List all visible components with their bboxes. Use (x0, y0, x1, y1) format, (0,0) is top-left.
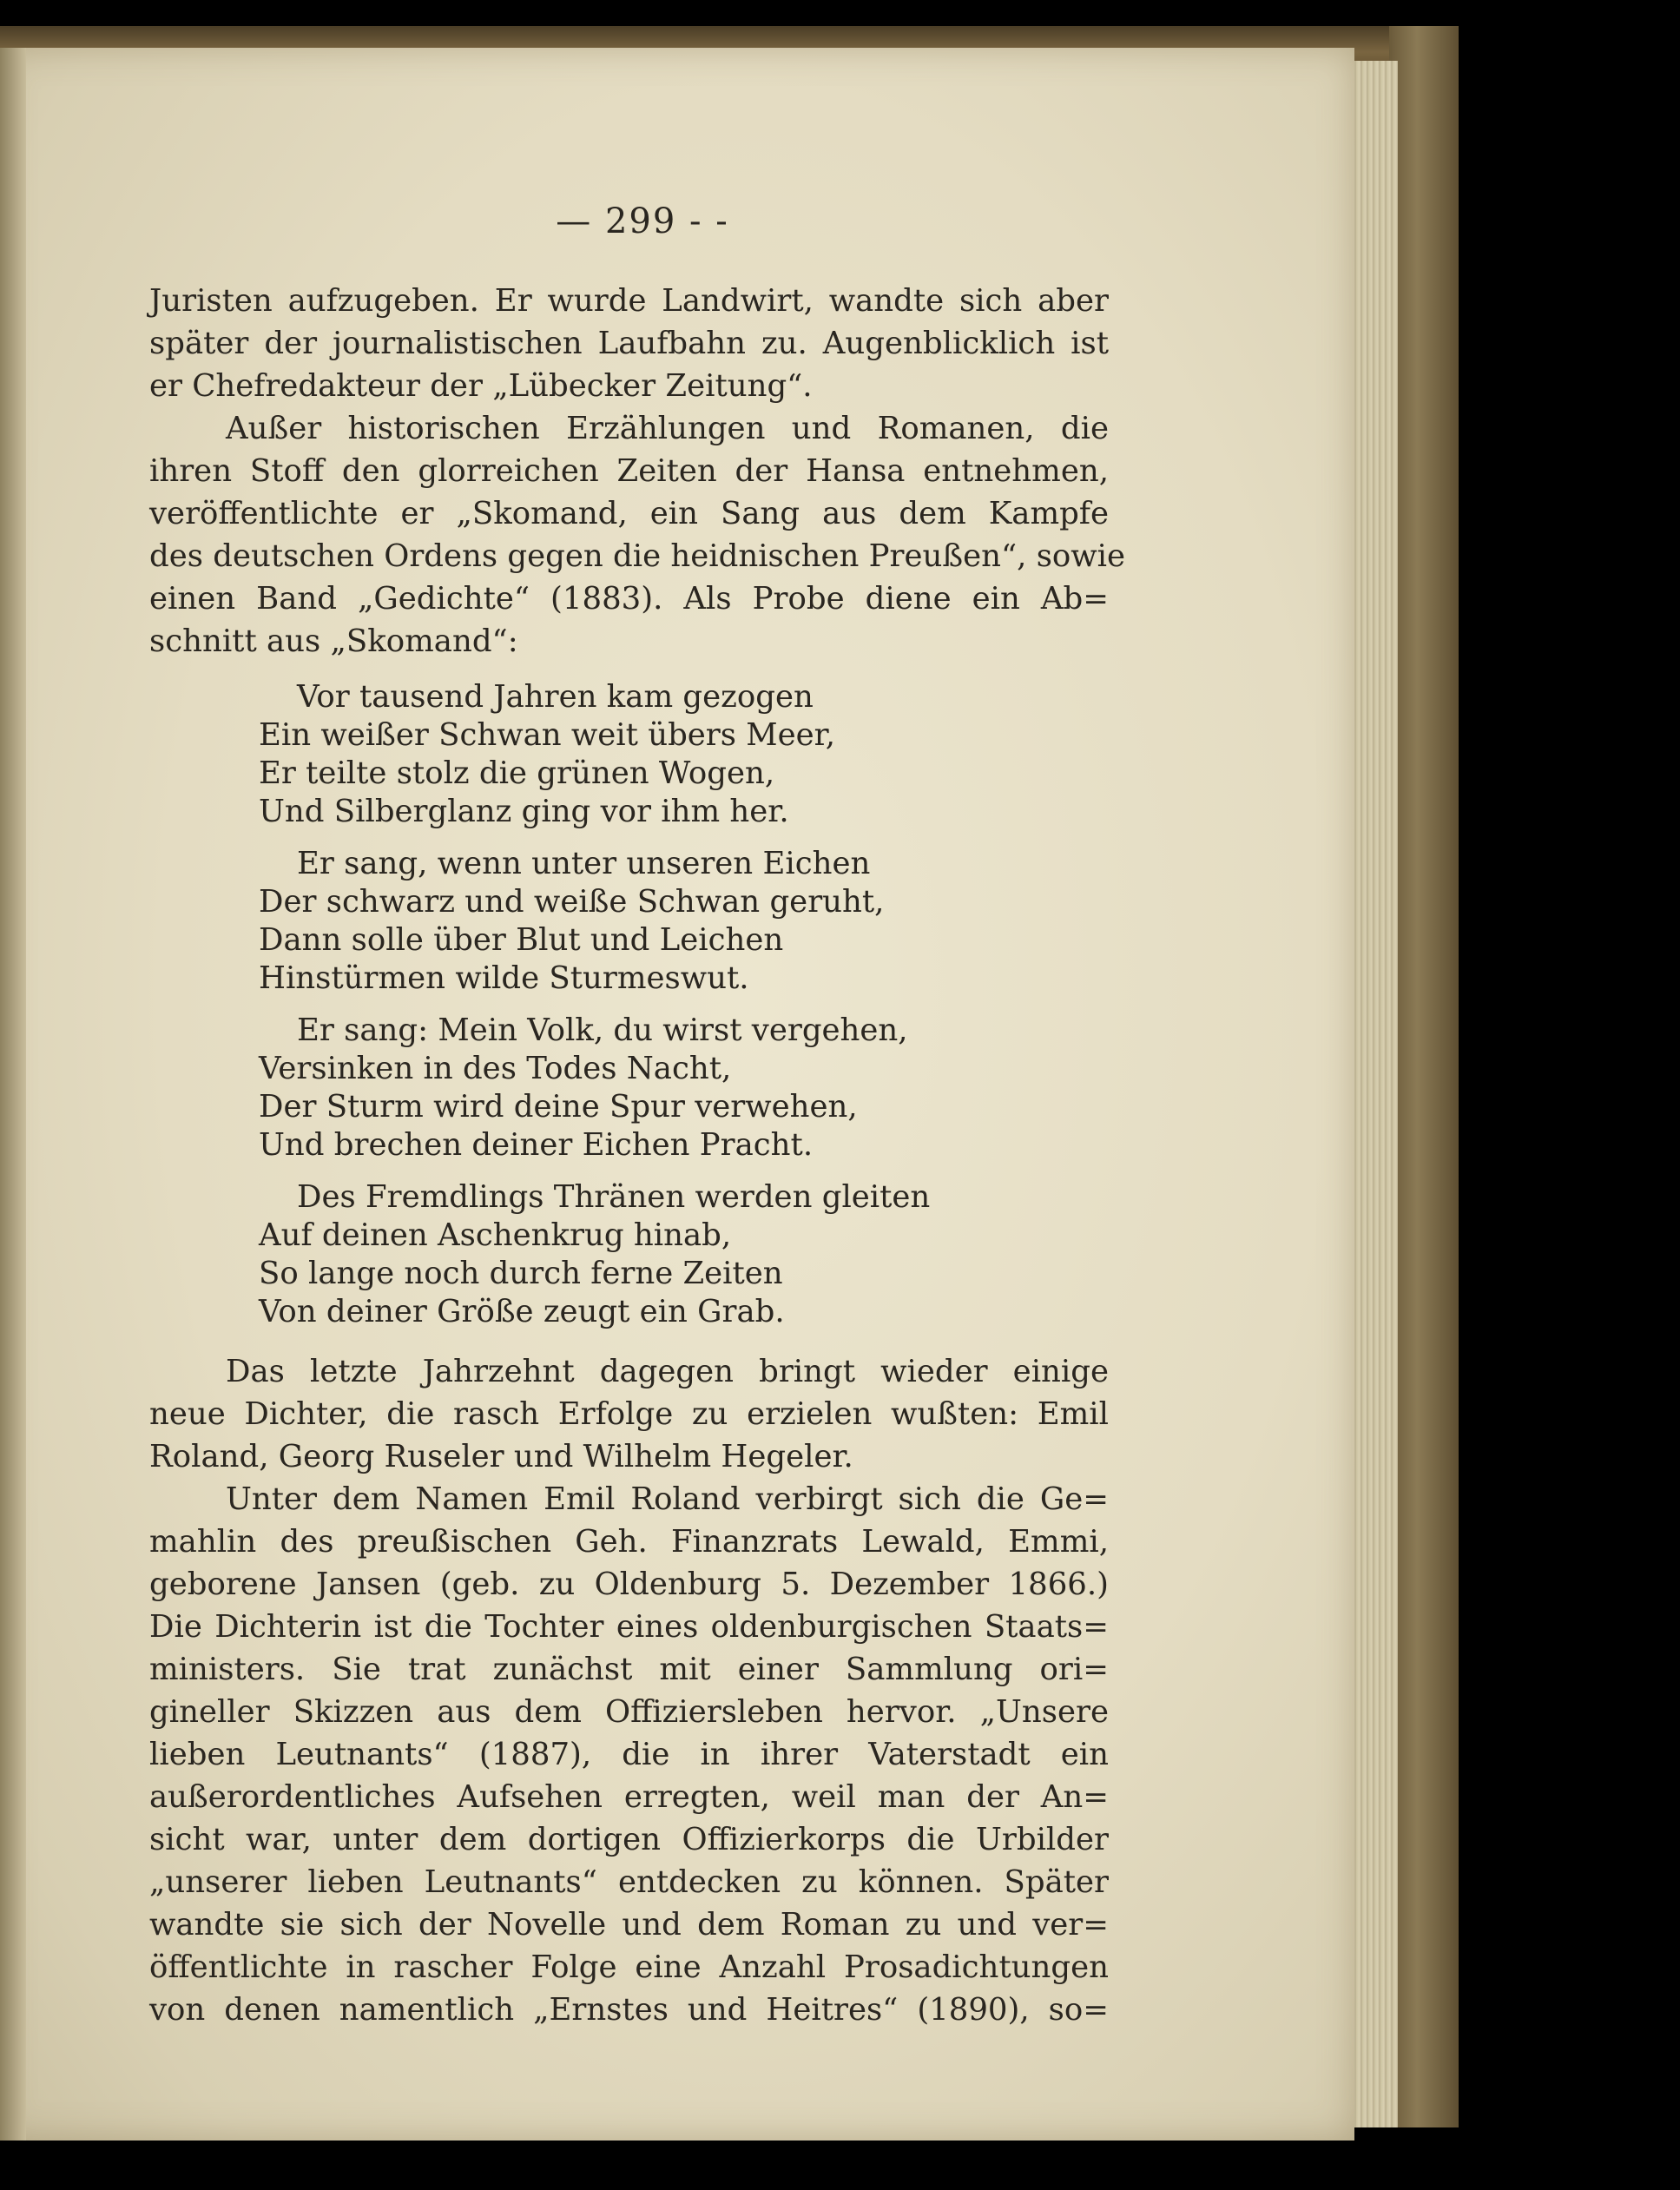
poem-line: Auf deinen Aschenkrug hinab, (259, 1217, 732, 1253)
page-number: — 299 - - (556, 201, 729, 241)
poem-line: Des Fremdlings Thränen werden gleiten (297, 1179, 931, 1215)
poem-line: Er sang: Mein Volk, du wirst vergehen, (297, 1013, 908, 1048)
paragraph (149, 280, 1109, 407)
text-line: veröffentlichte er „Skomand, ein Sang aus dem Kampfe (149, 496, 1109, 531)
poem-line: Ein weißer Schwan weit übers Meer, (259, 717, 835, 753)
text-line: Die Dichterin ist die Tochter eines oldenburgischen Staats= (149, 1609, 1109, 1645)
text-line: öffentlichte in rascher Folge eine Anzahl Prosadichtungen (149, 1949, 1109, 1985)
text-line: „unserer lieben Leutnants“ entdecken zu können. Später (149, 1864, 1109, 1900)
text-line: wandte sie sich der Novelle und dem Roman zu und ver= (149, 1907, 1109, 1943)
poem-line: Von deiner Größe zeugt ein Grab. (259, 1294, 785, 1329)
poem (259, 678, 1109, 1331)
poem-stanza (259, 1012, 1109, 1164)
page-body (149, 280, 1126, 2031)
text-line: Außer historischen Erzählungen und Romanen, die (226, 411, 1109, 446)
paragraph (149, 407, 1126, 663)
poem-line: Vor tausend Jahren kam gezogen (297, 679, 814, 715)
poem-stanza (259, 678, 1109, 831)
poem-line: Dann solle über Blut und Leichen (259, 922, 784, 958)
poem-line: Der schwarz und weiße Schwan geruht, (259, 884, 885, 920)
text-line: einen Band „Gedichte“ (1883). Als Probe diene ein Ab= (149, 581, 1109, 617)
book-cover-right-edge (1389, 26, 1459, 2127)
text-line: später der journalistischen Laufbahn zu. Augenblicklich ist (149, 326, 1109, 361)
text-line: mahlin des preußischen Geh. Finanzrats Lewald, Emmi, (149, 1524, 1109, 1560)
text-line: ministers. Sie trat zunächst mit einer Sammlung ori= (149, 1652, 1109, 1687)
paragraph (149, 1478, 1109, 2031)
text-line: er Chefredakteur der „Lübecker Zeitung“. (149, 368, 813, 404)
poem-line: Er sang, wenn unter unseren Eichen (297, 846, 871, 881)
text-line: schnitt aus „Skomand“: (149, 623, 518, 659)
text-line: ihren Stoff den glorreichen Zeiten der Hansa entnehmen, (149, 453, 1109, 489)
poem-line: So lange noch durch ferne Zeiten (259, 1256, 783, 1291)
text-line: des deutschen Ordens gegen die heidnischen Preußen“, sowie (149, 538, 1126, 574)
paragraph (149, 1350, 1109, 1478)
poem-line: Und Silberglanz ging vor ihm her. (259, 794, 789, 829)
text-line: Roland, Georg Ruseler und Wilhelm Hegeler. (149, 1439, 853, 1474)
poem-line: Der Sturm wird deine Spur verwehen, (259, 1089, 858, 1125)
page-gutter (0, 48, 26, 2141)
text-line: lieben Leutnants“ (1887), die in ihrer Vaterstadt ein (149, 1737, 1109, 1772)
text-line: geborene Jansen (geb. zu Oldenburg 5. Dezember 1866.) (149, 1567, 1109, 1602)
poem-stanza (259, 845, 1109, 998)
text-line: Unter dem Namen Emil Roland verbirgt sich die Ge= (226, 1481, 1109, 1517)
text-line: Das letzte Jahrzehnt dagegen bringt wieder einige (226, 1354, 1109, 1389)
text-line: neue Dichter, die rasch Erfolge zu erzielen wußten: Emil (149, 1396, 1109, 1432)
poem-line: Er teilte stolz die grünen Wogen, (259, 755, 775, 791)
poem-line: Versinken in des Todes Nacht, (259, 1051, 732, 1086)
poem-line: Und brechen deiner Eichen Pracht. (259, 1127, 814, 1163)
text-line: außerordentliches Aufsehen erregten, weil man der An= (149, 1779, 1109, 1815)
text-line: von denen namentlich „Ernstes und Heitres“ (1890), so= (149, 1992, 1109, 2028)
text-line: gineller Skizzen aus dem Offiziersleben hervor. „Unsere (149, 1694, 1109, 1730)
text-line: Juristen aufzugeben. Er wurde Landwirt, wandte sich aber (149, 283, 1109, 319)
poem-line: Hinstürmen wilde Sturmeswut. (259, 960, 749, 996)
poem-stanza (259, 1178, 1109, 1331)
text-line: sicht war, unter dem dortigen Offizierkorps die Urbilder (149, 1822, 1109, 1857)
